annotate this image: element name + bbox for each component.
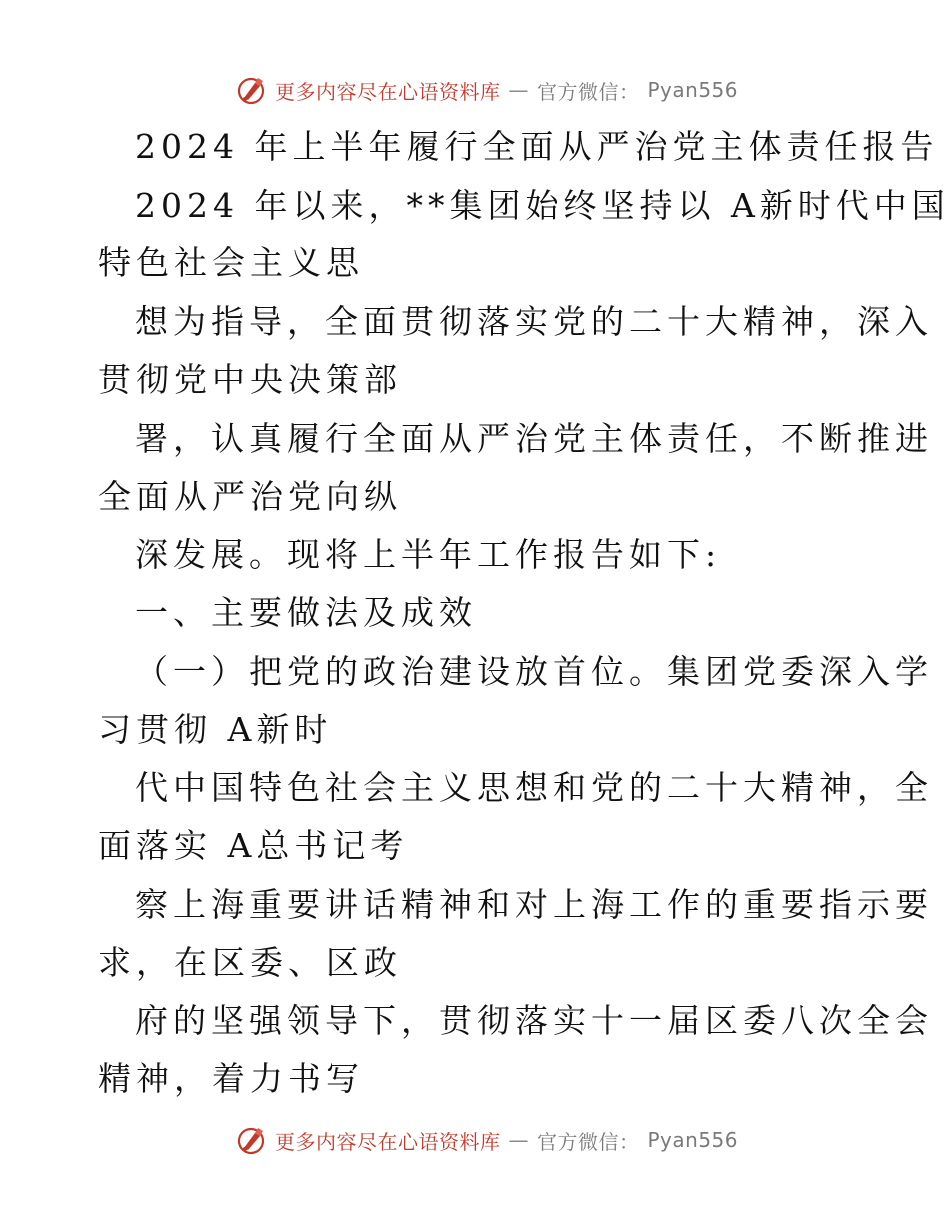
paragraph-line: 2024 年以来，**集团始终坚持以 A新时代中国	[135, 186, 950, 225]
paragraph-line: 察上海重要讲话精神和对上海工作的重要指示要	[135, 885, 933, 924]
subsection-line: （一）把党的政治建设放首位。集团党委深入学	[135, 652, 933, 691]
watermark-dash: —	[508, 78, 529, 102]
watermark-account-id: Pyan556	[647, 78, 739, 102]
pen-nib-seal-icon	[235, 74, 267, 106]
pen-nib-seal-icon	[235, 1124, 267, 1156]
paragraph-line: 特色社会主义思	[98, 243, 364, 282]
paragraph-line: 习贯彻 A新时	[98, 710, 333, 749]
footer-watermark	[235, 1120, 738, 1160]
document-title: 2024 年上半年履行全面从严治党主体责任报告	[135, 127, 939, 166]
section-heading: 一、主要做法及成效	[135, 593, 477, 632]
watermark-account-id: Pyan556	[647, 1128, 739, 1152]
watermark-main-text: 更多内容尽在心语资料库	[275, 79, 501, 104]
paragraph-line: 想为指导，全面贯彻落实党的二十大精神，深入	[135, 302, 933, 341]
paragraph-line: 精神，着力书写	[98, 1059, 364, 1098]
paragraph-line: 代中国特色社会主义思想和党的二十大精神，全	[135, 768, 933, 807]
paragraph-line: 府的坚强领导下，贯彻落实十一届区委八次全会	[135, 1001, 933, 1040]
watermark-account-label: 官方微信：	[537, 1129, 640, 1154]
watermark-main-text: 更多内容尽在心语资料库	[275, 1129, 501, 1154]
paragraph-line: 署，认真履行全面从严治党主体责任，不断推进	[135, 419, 933, 458]
watermark-dash: —	[508, 1128, 529, 1152]
paragraph-line: 全面从严治党向纵	[98, 477, 402, 516]
paragraph-line: 求，在区委、区政	[98, 943, 402, 982]
paragraph-line: 贯彻党中央决策部	[98, 360, 402, 399]
watermark-account-label: 官方微信：	[537, 79, 640, 104]
paragraph-line: 面落实 A总书记考	[98, 826, 409, 865]
paragraph-line: 深发展。现将上半年工作报告如下:	[135, 535, 722, 574]
header-watermark	[235, 70, 738, 110]
